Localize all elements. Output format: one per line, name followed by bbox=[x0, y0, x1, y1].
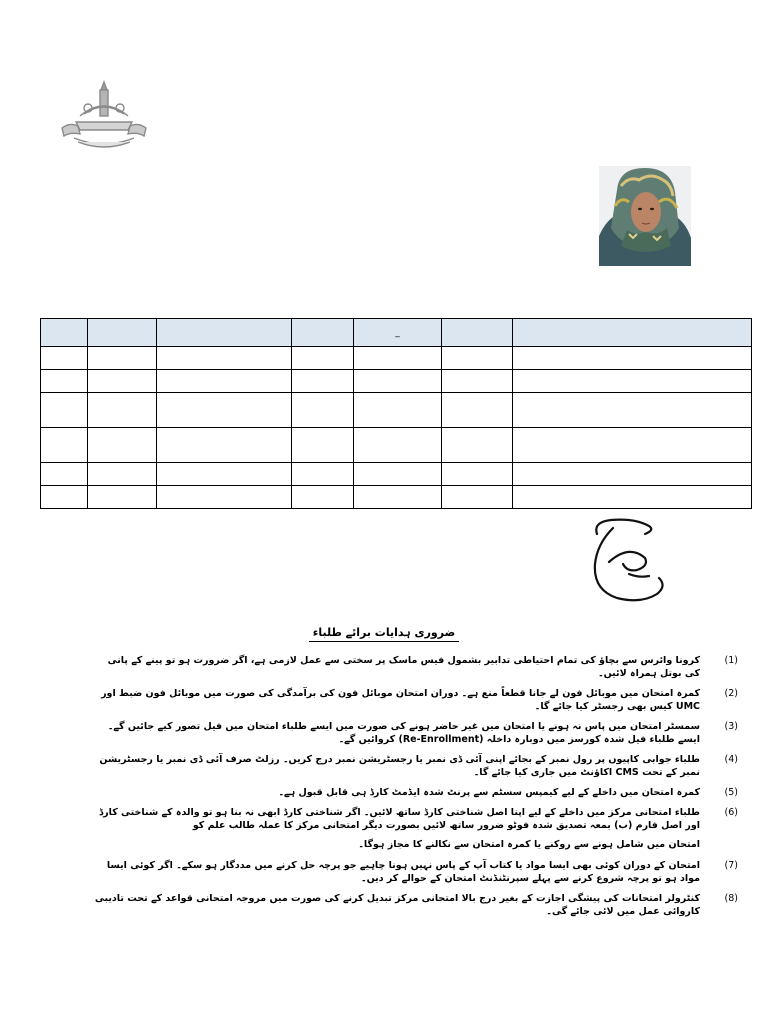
table-cell bbox=[442, 486, 513, 509]
table-header-cell bbox=[513, 319, 752, 347]
table-cell bbox=[88, 347, 157, 370]
list-item bbox=[92, 806, 742, 832]
instruction-number: (7) bbox=[724, 860, 738, 871]
table-cell bbox=[354, 463, 442, 486]
instructions-heading bbox=[0, 626, 768, 639]
table-cell bbox=[41, 370, 88, 393]
list-item bbox=[92, 859, 742, 885]
table-cell bbox=[292, 393, 354, 428]
instruction-number: (5) bbox=[724, 787, 738, 798]
table-header-cell bbox=[88, 319, 157, 347]
table-cell bbox=[354, 393, 442, 428]
table-cell bbox=[41, 463, 88, 486]
table-cell bbox=[157, 347, 292, 370]
table-header-cell bbox=[157, 319, 292, 347]
table-header-row bbox=[41, 319, 752, 347]
table-cell bbox=[88, 486, 157, 509]
instruction-number: (6) bbox=[724, 807, 738, 818]
instructions-list bbox=[92, 654, 742, 918]
table-row bbox=[41, 347, 752, 370]
table-cell bbox=[442, 347, 513, 370]
student-photo bbox=[599, 166, 691, 266]
instruction-text: طلباء امتحانی مرکز میں داخلے کے لیے اپنا اصل شناختی کارڈ ساتھ لائیں۔ اگر شناختی کارڈ ابھی نہ بنا ہو تو والدہ کے شناختی کارڈ اور اصل فارم (ب) بمعہ تصدیق شدہ فوٹو ضرور ساتھ لائیں بصورت دیگر امتحانی مرکز کا عملہ طالب علم کو bbox=[98, 807, 700, 831]
instruction-number: (2) bbox=[724, 688, 738, 699]
table-cell bbox=[88, 428, 157, 463]
table-header-cell bbox=[442, 319, 513, 347]
table-row bbox=[41, 486, 752, 509]
table-cell bbox=[157, 428, 292, 463]
instruction-continuation: امتحان میں شامل ہونے سے روکنے یا کمرہ امتحان سے نکالنے کا مجاز ہوگا۔ bbox=[358, 839, 700, 850]
list-item bbox=[92, 753, 742, 779]
table-cell bbox=[513, 393, 752, 428]
list-item bbox=[92, 892, 742, 918]
table-cell bbox=[88, 393, 157, 428]
table-header-cell: _ bbox=[354, 319, 442, 347]
instruction-text: طلباء جوابی کاپیوں پر رول نمبر کے بجائے اپنی آئی ڈی نمبر یا رجسٹریشن نمبر درج کریں۔ رزلٹ صرف آئی ڈی نمبر یا رجسٹریشن نمبر کے تحت CMS اکاؤنٹ میں جاری کیا جائے گا۔ bbox=[99, 754, 700, 778]
table-cell bbox=[157, 370, 292, 393]
table-cell bbox=[354, 486, 442, 509]
table-cell bbox=[354, 428, 442, 463]
table-cell bbox=[292, 347, 354, 370]
table-cell bbox=[442, 428, 513, 463]
table-cell bbox=[513, 370, 752, 393]
table-cell bbox=[41, 393, 88, 428]
table-cell bbox=[354, 370, 442, 393]
instruction-text: امتحان کے دوران کوئی بھی ایسا مواد یا کتاب آپ کے پاس نہیں ہونا چاہیے جو پرچہ حل کرنے میں مددگار ہو سکے۔ اگر کوئی ایسا مواد ہو تو پرچہ شروع کرنے سے پہلے سپرنٹنڈنٹ امتحان کے حوالے کر دیں۔ bbox=[106, 860, 700, 884]
signature-mark bbox=[583, 514, 675, 606]
table-row bbox=[41, 463, 752, 486]
table-cell bbox=[88, 463, 157, 486]
table-cell bbox=[513, 428, 752, 463]
table-cell bbox=[157, 393, 292, 428]
table-cell bbox=[292, 463, 354, 486]
list-item bbox=[92, 687, 742, 713]
table-row bbox=[41, 428, 752, 463]
table-cell bbox=[292, 370, 354, 393]
instruction-number: (1) bbox=[724, 655, 738, 666]
table-cell bbox=[442, 370, 513, 393]
table-cell bbox=[157, 486, 292, 509]
table-cell bbox=[41, 428, 88, 463]
table-cell bbox=[354, 347, 442, 370]
table-cell bbox=[442, 393, 513, 428]
instruction-text: کمرہ امتحان میں موبائل فون لے جانا قطعاً منع ہے۔ دوران امتحان موبائل فون کی برآمدگی کی صورت میں موبائل فون ضبط اور UMC کیس بھی رجسٹر کیا جائے گا۔ bbox=[101, 688, 700, 712]
table-cell bbox=[157, 463, 292, 486]
table-row bbox=[41, 393, 752, 428]
table-header-cell bbox=[41, 319, 88, 347]
instruction-number: (3) bbox=[724, 721, 738, 732]
table-cell bbox=[41, 347, 88, 370]
table-cell bbox=[442, 463, 513, 486]
list-item bbox=[92, 786, 742, 799]
instruction-text: سمسٹر امتحان میں پاس نہ ہونے یا امتحان میں غیر حاضر ہونے کی صورت میں ایسے طلباء امتحان میں فیل تصور کیے جائیں گے۔ ایسے طلباء فیل شدہ کورسز میں دوبارہ داخلہ (Re-Enrollment) کروائیں گے۔ bbox=[107, 721, 700, 745]
instructions-heading-text: ضروری ہدایات برائے طلباء bbox=[309, 626, 460, 642]
table-cell bbox=[513, 463, 752, 486]
table-cell bbox=[41, 486, 88, 509]
university-crest-icon bbox=[58, 78, 150, 152]
instruction-text: کنٹرولر امتحانات کی پیشگی اجازت کے بغیر درج بالا امتحانی مرکز تبدیل کرنے کی صورت میں مروجہ امتحانی قواعد کے تحت تادیبی کاروائی عمل میں لائی جائے گی۔ bbox=[94, 893, 700, 917]
list-item bbox=[92, 654, 742, 680]
instruction-text: کرونا وائرس سے بچاؤ کی تمام احتیاطی تدابیر بشمول فیس ماسک پر سختی سے عمل لازمی ہے، اگر ضرورت ہو تو پینے کے پانی کی بوتل ہمراہ لائیں۔ bbox=[107, 655, 700, 679]
table-cell bbox=[513, 347, 752, 370]
table-cell bbox=[88, 370, 157, 393]
instruction-number: (4) bbox=[724, 754, 738, 765]
instruction-number: (8) bbox=[724, 893, 738, 904]
table-cell bbox=[292, 428, 354, 463]
table-header-cell bbox=[292, 319, 354, 347]
list-item bbox=[92, 720, 742, 746]
table-cell bbox=[513, 486, 752, 509]
table-row bbox=[41, 370, 752, 393]
instruction-text: کمرہ امتحان میں داخلے کے لیے کیمپس سسٹم سے پرنٹ شدہ ایڈمٹ کارڈ ہی قابل قبول ہے۔ bbox=[278, 787, 700, 798]
exam-schedule-table bbox=[40, 318, 752, 509]
table-cell bbox=[292, 486, 354, 509]
